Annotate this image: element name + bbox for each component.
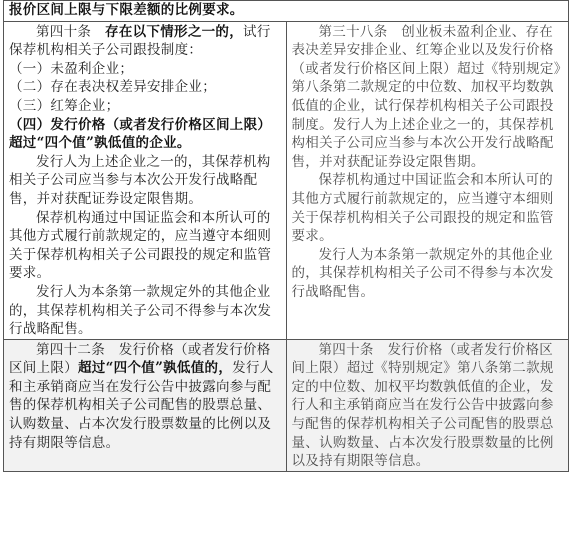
- article-40-intro: [9, 23, 281, 60]
- list-item: （二）存在表决权差异安排企业；: [9, 79, 216, 96]
- article-40-rest: 试行保荐机构相关子公司跟投制度：: [9, 23, 271, 59]
- right-cell-article-38: [286, 21, 569, 339]
- list-item-bold: （四）发行价格（或者发行价格区间上限）超过“四个值”孰低值的企业。: [9, 116, 272, 152]
- table-row: [4, 21, 569, 339]
- comparison-table: [3, 0, 569, 472]
- paragraph: 第四十条 发行价格（或者发行价格区间上限）超过《特别规定》第八条第二款规定的中位数、加权平均数孰低值的企业，发行人和主承销商应当在发行公告中披露向参与配售的保荐机构相关子公司配售的股票总量、认购数量、占本次发行股票数量的比例以及持有期限等信息。: [291, 341, 554, 470]
- list-item: （一）未盈利企业；: [9, 60, 134, 77]
- right-cell-article-40: [286, 339, 569, 471]
- article-40-bold: 存在以下情形之一的，: [105, 23, 244, 40]
- paragraph: 发行人为上述企业之一的，其保荐机构相关子公司应当参与本次公开发行战略配售，并对获配证券设定限售期。: [9, 153, 271, 207]
- header-cell: [4, 1, 569, 22]
- paragraph: 发行人为本条第一款规定外的其他企业的，其保荐机构相关子公司不得参与本次发行战略配售。: [9, 283, 272, 338]
- table-row: [4, 339, 569, 471]
- list-item: （三）红筹企业；: [9, 97, 120, 114]
- left-cell-article-42: [4, 339, 287, 471]
- article-42-paragraph: [9, 341, 281, 453]
- paragraph: 保荐机构通过中国证监会和本所认可的其他方式履行前款规定的，应当遵守本细则关于保荐机构相关子公司跟投的规定和监管要求。: [9, 209, 272, 282]
- paragraph: 第三十八条 创业板未盈利企业、存在表决差异安排企业、红筹企业以及发行价格（或者发行价格区间上限）超过《特别规定》第八条第二款规定的中位数、加权平均数孰低值的企业，试行保荐机构相关子公司跟投制度。发行人为上述企业之一的，其保荐机构相关子公司应当参与本次公开发行战略配售，并对获配证券设定限售期。: [291, 23, 561, 170]
- header-text: 报价区间上限与下限差额的比例要求。: [9, 2, 244, 18]
- article-40-number: 第四十条: [36, 23, 92, 40]
- left-cell-article-40: [4, 21, 287, 339]
- paragraph: 保荐机构通过中国证监会和本所认可的其他方式履行前款规定的，应当遵守本细则关于保荐机构相关子公司跟投的规定和监管要求。: [291, 172, 554, 245]
- article-42-number: 第四十二条 发行价格（或者发行价格区间上限）: [9, 341, 271, 377]
- paragraph: 发行人为本条第一款规定外的其他企业的，其保荐机构相关子公司不得参与本次发行战略配售。: [291, 246, 554, 300]
- article-42-rest: 发行人和主承销商应当在发行公告中披露向参与配售的保荐机构相关子公司配售的股票总量、认购数量、占本次发行股票数量的比例以及持有期限等信息。: [9, 360, 274, 451]
- article-42-bold: 超过“四个值”孰低值的，: [78, 360, 233, 377]
- table-row: [4, 1, 569, 22]
